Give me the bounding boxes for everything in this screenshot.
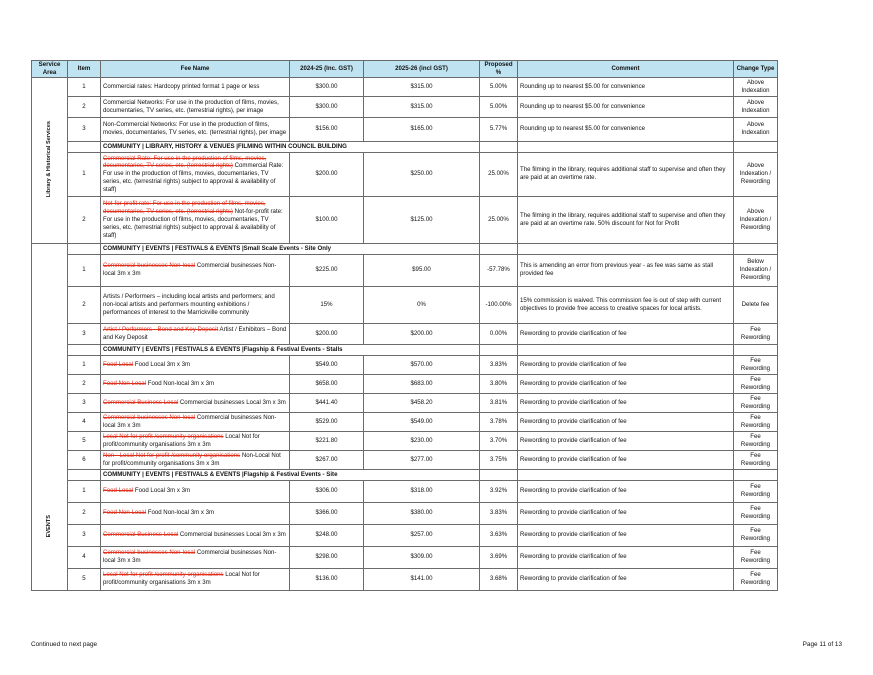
proposed-percent: 5.77% (480, 117, 518, 141)
fee-2025-26: $380.00 (364, 502, 480, 524)
comment-cell: Rewording to provide clarification of fee (518, 524, 734, 546)
fee-name-text: Local Not for profit/community organisations 3m x 3m (103, 432, 260, 448)
service-area-events (32, 243, 68, 590)
proposed-percent: 5.00% (480, 96, 518, 117)
table-row (32, 524, 778, 546)
proposed-percent: 3.80% (480, 374, 518, 393)
section-title: COMMUNITY | EVENTS | FESTIVALS & EVENTS |Small Scale Events - Site Only (101, 243, 480, 254)
fee-name-cell (101, 355, 290, 374)
proposed-percent: 25.00% (480, 196, 518, 243)
item-number: 3 (68, 393, 101, 412)
fee-name-text: Local Not for profit/community organisations 3m x 3m (103, 571, 260, 587)
fee-2024-25: $658.00 (290, 374, 364, 393)
item-number: 2 (68, 502, 101, 524)
fee-name-struck: Commercial Rate: For use in the production of films, movies, documentaries, TV series, etc. (terrestrial rights) (103, 154, 267, 170)
proposed-percent: 3.83% (480, 502, 518, 524)
fee-2024-25: $225.00 (290, 254, 364, 286)
section-spacer (480, 469, 518, 480)
section-header-row (32, 141, 778, 152)
fee-2025-26: $125.00 (364, 196, 480, 243)
fee-2024-25: $200.00 (290, 152, 364, 196)
fee-2025-26: $309.00 (364, 546, 480, 568)
service-area-label: EVENTS (45, 514, 52, 537)
comment-cell: Rounding up to nearest $5.00 for convenience (518, 96, 734, 117)
header-fee-name: Fee Name (101, 61, 290, 78)
fee-name-text: Artists / Performers – including local artists and performers; and non-local artists and performers mounting exhibitions / performances of interest to the Marrickville community (103, 292, 275, 316)
fee-name-struck: Food Local (103, 487, 134, 495)
fee-name-struck: Commercial businesses Non-local (103, 413, 196, 421)
fee-name-text: Commercial Networks: For use in the production of films, movies, documentaries, TV series, etc. (terrestrial rights), per image (103, 98, 279, 114)
section-spacer (68, 141, 101, 152)
header-change-type: Change Type (734, 61, 778, 78)
table-row (32, 412, 778, 431)
header-fee-2024-25: 2024-25 (Inc. GST) (290, 61, 364, 78)
section-title: COMMUNITY | EVENTS | FESTIVALS & EVENTS |Flagship & Festival Events - Stalls (101, 344, 480, 355)
section-spacer (518, 469, 734, 480)
header-item: Item (68, 61, 101, 78)
fee-2024-25: $549.00 (290, 355, 364, 374)
table-row (32, 152, 778, 196)
change-type: Fee Rewording (734, 502, 778, 524)
fee-2024-25: $248.00 (290, 524, 364, 546)
fee-name-cell (101, 117, 290, 141)
section-spacer (480, 344, 518, 355)
proposed-percent: 3.81% (480, 393, 518, 412)
fee-name-cell (101, 450, 290, 469)
table-row (32, 502, 778, 524)
item-number: 3 (68, 323, 101, 344)
fee-2025-26: $683.00 (364, 374, 480, 393)
table-row (32, 254, 778, 286)
change-type: Fee Rewording (734, 412, 778, 431)
fee-2025-26: $200.00 (364, 323, 480, 344)
fee-name-cell (101, 546, 290, 568)
proposed-percent: 3.75% (480, 450, 518, 469)
fee-name-cell (101, 412, 290, 431)
proposed-percent: -57.78% (480, 254, 518, 286)
fee-2024-25: $366.00 (290, 502, 364, 524)
comment-cell: Rewording to provide clarification of fee (518, 374, 734, 393)
fee-name-cell (101, 524, 290, 546)
fee-name-struck: Commercial businesses Non-local (103, 549, 196, 557)
item-number: 3 (68, 524, 101, 546)
proposed-percent: 0.00% (480, 323, 518, 344)
item-number: 2 (68, 286, 101, 323)
item-number: 5 (68, 568, 101, 590)
proposed-percent: -100.00% (480, 286, 518, 323)
fee-name-struck: Commercial Business Local (103, 398, 179, 406)
fee-name-text: Commercial rates: Hardcopy printed format 1 page or less (103, 82, 260, 90)
section-spacer (68, 344, 101, 355)
table-row (32, 431, 778, 450)
change-type: Fee Rewording (734, 480, 778, 502)
change-type: Fee Rewording (734, 431, 778, 450)
fee-name-text: Food Non-local 3m x 3m (146, 379, 215, 387)
fee-name-text: Commercial Rate: For use in the production of films, movies, documentaries, TV series, etc. (terrestrial rights) subject to approval & availability of staff) (103, 162, 284, 194)
fee-2025-26: $458.20 (364, 393, 480, 412)
proposed-percent: 3.63% (480, 524, 518, 546)
table-row (32, 77, 778, 96)
change-type: Above Indexation / Rewording (734, 152, 778, 196)
fee-name-struck: Commercial businesses Non-local (103, 262, 196, 270)
header-service-area: Service Area (32, 61, 68, 78)
comment-cell: Rounding up to nearest $5.00 for convenience (518, 77, 734, 96)
comment-cell: This is amending an error from previous year - as fee was same as stall provided fee (518, 254, 734, 286)
table-body (32, 77, 778, 590)
item-number: 1 (68, 254, 101, 286)
fee-name-cell (101, 286, 290, 323)
fee-2025-26: 0% (364, 286, 480, 323)
comment-cell: The filming in the library, requires additional staff to supervise and often they are paid at an overtime rate. 50% discount for Not for Profit (518, 196, 734, 243)
section-spacer (734, 243, 778, 254)
fee-name-struck: Food Non Local (103, 379, 147, 387)
fee-name-struck: Local Not for profit /community organisations (103, 571, 224, 579)
item-number: 4 (68, 546, 101, 568)
proposed-percent: 3.70% (480, 431, 518, 450)
item-number: 1 (68, 355, 101, 374)
fee-name-text: Food Non-local 3m x 3m (146, 509, 215, 517)
comment-cell: Rewording to provide clarification of fee (518, 355, 734, 374)
fee-name-text: Commercial businesses Non-local 3m x 3m (103, 262, 277, 278)
change-type: Fee Rewording (734, 355, 778, 374)
section-header-row (32, 243, 778, 254)
fee-2024-25: $300.00 (290, 77, 364, 96)
comment-cell: Rewording to provide clarification of fee (518, 568, 734, 590)
fee-name-cell (101, 374, 290, 393)
fee-name-struck: Non - Local Not for profit /community organisations (103, 451, 241, 459)
fee-2024-25: $156.00 (290, 117, 364, 141)
proposed-percent: 3.78% (480, 412, 518, 431)
item-number: 1 (68, 152, 101, 196)
fee-2025-26: $277.00 (364, 450, 480, 469)
section-spacer (68, 243, 101, 254)
proposed-percent: 3.69% (480, 546, 518, 568)
fee-2024-25: $441.40 (290, 393, 364, 412)
comment-cell: Rounding up to nearest $5.00 for convenience (518, 117, 734, 141)
fee-2024-25: $298.00 (290, 546, 364, 568)
fee-2025-26: $141.00 (364, 568, 480, 590)
section-spacer (518, 141, 734, 152)
fee-name-struck: Commercial Business Local (103, 531, 179, 539)
fee-2025-26: $230.00 (364, 431, 480, 450)
section-header-row (32, 469, 778, 480)
comment-cell: Rewording to provide clarification of fee (518, 480, 734, 502)
fee-name-cell (101, 96, 290, 117)
fee-name-cell (101, 568, 290, 590)
section-spacer (734, 344, 778, 355)
table-row (32, 117, 778, 141)
table-row (32, 546, 778, 568)
section-spacer (480, 141, 518, 152)
fee-2024-25: $300.00 (290, 96, 364, 117)
fee-name-struck: Food Non Local (103, 509, 147, 517)
change-type: Fee Rewording (734, 323, 778, 344)
fee-2025-26: $250.00 (364, 152, 480, 196)
fee-name-cell (101, 480, 290, 502)
fee-name-text: Food Local 3m x 3m (133, 487, 191, 495)
footer-continued-note: Continued to next page (31, 641, 98, 648)
change-type: Delete fee (734, 286, 778, 323)
fee-2025-26: $549.00 (364, 412, 480, 431)
fee-name-cell (101, 502, 290, 524)
item-number: 2 (68, 374, 101, 393)
change-type: Above Indexation (734, 117, 778, 141)
change-type: Fee Rewording (734, 568, 778, 590)
table-row (32, 286, 778, 323)
header-comment: Comment (518, 61, 734, 78)
fee-name-cell (101, 393, 290, 412)
comment-cell: Rewording to provide clarification of fee (518, 323, 734, 344)
change-type: Fee Rewording (734, 546, 778, 568)
section-spacer (68, 469, 101, 480)
fee-2025-26: $257.00 (364, 524, 480, 546)
fee-name-text: Non-Local Not for profit/community organisations 3m x 3m (103, 451, 281, 467)
change-type: Fee Rewording (734, 393, 778, 412)
comment-cell: Rewording to provide clarification of fee (518, 450, 734, 469)
fee-name-struck: Not-for-profit rate: For use in the production of films, movies, documentaries, TV series, etc. (terrestrial rights) (103, 200, 266, 215)
proposed-percent: 3.68% (480, 568, 518, 590)
comment-cell: Rewording to provide clarification of fee (518, 546, 734, 568)
fee-2024-25: 15% (290, 286, 364, 323)
change-type: Fee Rewording (734, 374, 778, 393)
item-number: 2 (68, 96, 101, 117)
fee-2024-25: $306.00 (290, 480, 364, 502)
comment-cell: Rewording to provide clarification of fee (518, 502, 734, 524)
fee-2025-26: $165.00 (364, 117, 480, 141)
table-row (32, 374, 778, 393)
comment-cell: Rewording to provide clarification of fee (518, 393, 734, 412)
comment-cell: The filming in the library, requires additional staff to supervise and often they are paid at an overtime rate. (518, 152, 734, 196)
fee-name-cell (101, 152, 290, 196)
table-row (32, 96, 778, 117)
fee-2025-26: $570.00 (364, 355, 480, 374)
table-row (32, 480, 778, 502)
section-spacer (734, 469, 778, 480)
table-row (32, 323, 778, 344)
fee-2025-26: $318.00 (364, 480, 480, 502)
fee-name-cell (101, 323, 290, 344)
table-row (32, 393, 778, 412)
item-number: 1 (68, 480, 101, 502)
fee-name-text: Commercial businesses Non-local 3m x 3m (103, 413, 277, 429)
item-number: 6 (68, 450, 101, 469)
fee-name-text: Commercial businesses Local 3m x 3m (178, 531, 286, 539)
item-number: 3 (68, 117, 101, 141)
service-area-library (32, 77, 68, 243)
change-type: Fee Rewording (734, 524, 778, 546)
proposed-percent: 3.83% (480, 355, 518, 374)
fee-2024-25: $136.00 (290, 568, 364, 590)
table-header-row (32, 61, 778, 78)
item-number: 4 (68, 412, 101, 431)
change-type: Below Indexation / Rewording (734, 254, 778, 286)
section-title: COMMUNITY | LIBRARY, HISTORY & VENUES |FILMING WITHIN COUNCIL BUILDING (101, 141, 480, 152)
fee-2024-25: $267.00 (290, 450, 364, 469)
fee-name-struck: Local Not for profit /community organisations (103, 432, 224, 440)
fee-2024-25: $221.80 (290, 431, 364, 450)
item-number: 1 (68, 77, 101, 96)
section-title: COMMUNITY | EVENTS | FESTIVALS & EVENTS |Flagship & Festival Events - Site (101, 469, 480, 480)
fee-2024-25: $529.00 (290, 412, 364, 431)
fee-2025-26: $315.00 (364, 96, 480, 117)
service-area-label: Library & Historical Services (45, 120, 52, 197)
change-type: Above Indexation / Rewording (734, 196, 778, 243)
header-fee-2025-26: 2025-26 (incl GST) (364, 61, 480, 78)
fee-2024-25: $100.00 (290, 196, 364, 243)
fee-name-cell (101, 431, 290, 450)
comment-cell: 15% commission is waived. This commission fee is out of step with current objectives to provide free access to creative spaces for local artists. (518, 286, 734, 323)
section-spacer (480, 243, 518, 254)
change-type: Above Indexation (734, 96, 778, 117)
table-row (32, 355, 778, 374)
proposed-percent: 5.00% (480, 77, 518, 96)
footer-page-number: Page 11 of 13 (802, 641, 842, 648)
fee-table (31, 60, 778, 591)
fee-2025-26: $315.00 (364, 77, 480, 96)
fee-name-struck: Food Local (103, 360, 134, 368)
section-spacer (518, 243, 734, 254)
comment-cell: Rewording to provide clarification of fee (518, 431, 734, 450)
fee-name-text: Non-Commercial Networks: For use in the production of films, movies, documentaries, TV series, etc. (terrestrial rights), per image (103, 121, 287, 137)
fee-name-cell (101, 77, 290, 96)
fee-name-cell (101, 196, 290, 243)
fee-name-text: Not-for-profit rate: For use in the production of films, movies, documentaries, TV series, etc. (terrestrial rights) subject to approval & availability of staff) (103, 207, 283, 239)
header-proposed-percent: Proposed % (480, 61, 518, 78)
comment-cell: Rewording to provide clarification of fee (518, 412, 734, 431)
table-row (32, 568, 778, 590)
fee-2024-25: $200.00 (290, 323, 364, 344)
fee-name-text: Food Local 3m x 3m (133, 360, 191, 368)
table-row (32, 450, 778, 469)
fee-name-struck: Artist / Performers - Bond and Key Deposit (103, 325, 219, 333)
fee-name-text: Artist / Exhibitors – Bond and Key Deposit (103, 325, 287, 341)
section-header-row (32, 344, 778, 355)
fee-name-text: Commercial businesses Local 3m x 3m (178, 398, 286, 406)
fee-2025-26: $95.00 (364, 254, 480, 286)
table-row (32, 196, 778, 243)
item-number: 2 (68, 196, 101, 243)
proposed-percent: 25.00% (480, 152, 518, 196)
change-type: Above Indexation (734, 77, 778, 96)
item-number: 5 (68, 431, 101, 450)
section-spacer (518, 344, 734, 355)
fee-name-text: Commercial businesses Non-local 3m x 3m (103, 549, 277, 565)
change-type: Fee Rewording (734, 450, 778, 469)
proposed-percent: 3.92% (480, 480, 518, 502)
fee-name-cell (101, 254, 290, 286)
section-spacer (734, 141, 778, 152)
